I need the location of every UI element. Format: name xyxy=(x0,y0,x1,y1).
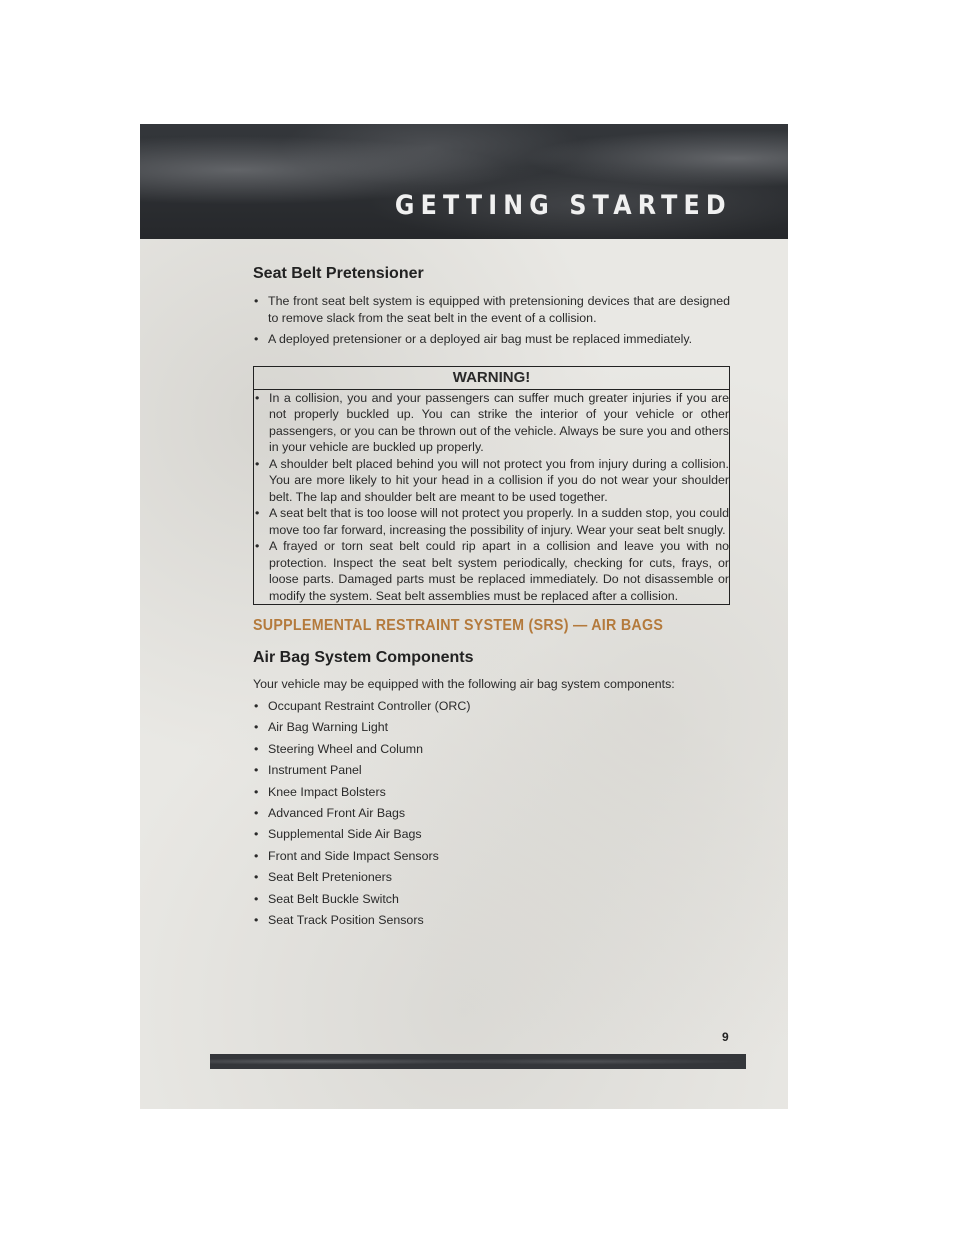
warning-list xyxy=(254,390,729,605)
footer-bar xyxy=(210,1054,746,1069)
pretensioner-heading: Seat Belt Pretensioner xyxy=(253,265,424,282)
list-item: • Seat Track Position Sensors xyxy=(253,912,730,929)
list-item: • Air Bag Warning Light xyxy=(253,719,730,736)
page-number: 9 xyxy=(722,1030,729,1044)
list-item: • Steering Wheel and Column xyxy=(253,741,730,758)
list-item: • A deployed pretensioner or a deployed air bag must be replaced immediately. xyxy=(253,331,730,348)
manual-page xyxy=(140,124,788,1109)
warning-title: WARNING! xyxy=(254,367,729,390)
section-title: SUPPLEMENTAL RESTRAINT SYSTEM (SRS) — AIR BAGS xyxy=(253,617,664,634)
list-item: • Seat Belt Buckle Switch xyxy=(253,891,730,908)
list-item: • Seat Belt Pretenioners xyxy=(253,869,730,886)
list-item: • Front and Side Impact Sensors xyxy=(253,848,730,865)
list-item: • A shoulder belt placed behind you will not protect you from injury during a collision. You are more likely to hit your head in a collision if you do not wear your shoulder belt. The lap and shoulder belt are meant to be used together. xyxy=(254,456,729,506)
list-item: • In a collision, you and your passengers can suffer much greater injuries if you are not properly buckled up. You can strike the interior of your vehicle or other passengers, or you can be thrown out of the vehicle. Always be sure you and others in your vehicle are buckled up properly. xyxy=(254,390,729,456)
chapter-title: GETTING STARTED xyxy=(395,190,732,221)
list-item: • Advanced Front Air Bags xyxy=(253,805,730,822)
airbag-heading: Air Bag System Components xyxy=(253,649,474,666)
list-item: • The front seat belt system is equipped with pretensioning devices that are designed to remove slack from the seat belt in the event of a collision. xyxy=(253,293,730,326)
intro-text: Your vehicle may be equipped with the following air bag system components: xyxy=(253,677,675,691)
header-banner xyxy=(140,124,788,239)
component-list xyxy=(253,698,730,928)
list-item: • Knee Impact Bolsters xyxy=(253,784,730,801)
list-item: • A seat belt that is too loose will not protect you properly. In a sudden stop, you could move too far forward, increasing the possibility of injury. Wear your seat belt snugly. xyxy=(254,505,729,538)
warning-box xyxy=(253,366,730,606)
page-content xyxy=(253,265,730,928)
list-item: • Instrument Panel xyxy=(253,762,730,779)
list-item: • Occupant Restraint Controller (ORC) xyxy=(253,698,730,715)
list-item: • Supplemental Side Air Bags xyxy=(253,826,730,843)
pretensioner-list xyxy=(253,293,730,348)
list-item: • A frayed or torn seat belt could rip apart in a collision and leave you with no protection. Inspect the seat belt system periodically, checking for cuts, frays, or loose parts. Damaged parts must be replaced immediately. Do not disassemble or modify the system. Seat belt assemblies must be replaced after a collision. xyxy=(254,538,729,604)
